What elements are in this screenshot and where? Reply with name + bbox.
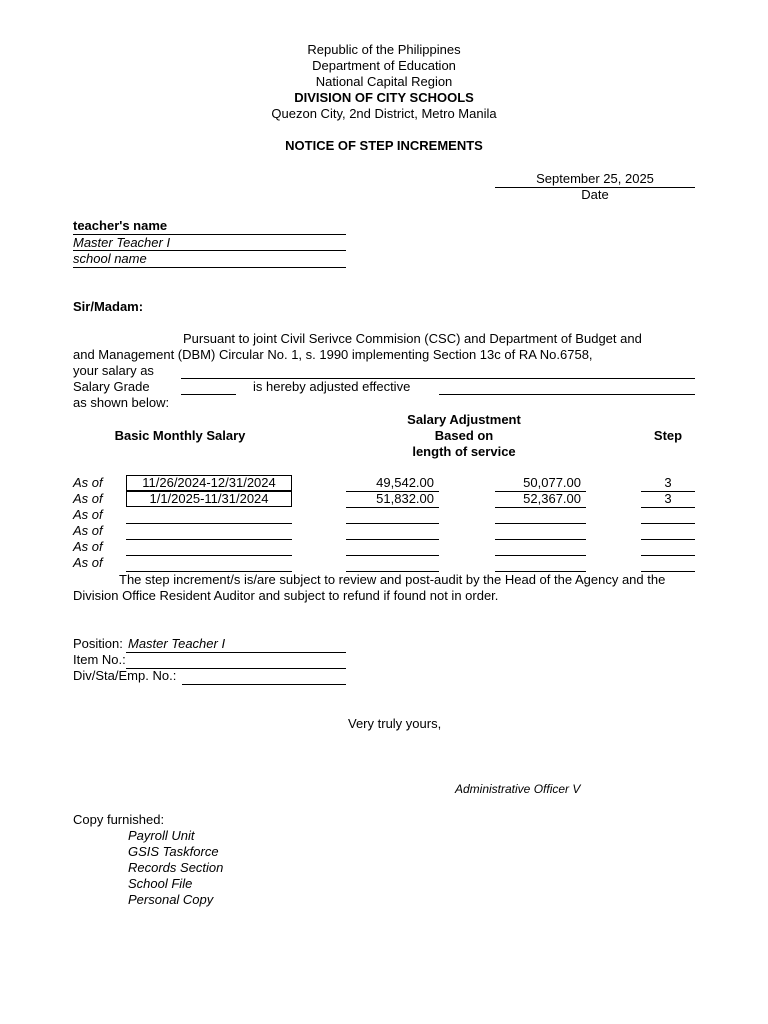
shown-below-label: as shown below: xyxy=(73,395,170,410)
addressee-school: school name xyxy=(73,251,147,266)
position-line xyxy=(126,652,346,653)
col-basic-salary: Basic Monthly Salary xyxy=(114,428,246,443)
body-para-line2: and Management (DBM) Circular No. 1, s. 1990 implementing Section 13c of RA No.6758, xyxy=(73,347,593,362)
salary-grade-label: Salary Grade xyxy=(73,379,150,394)
row-label: As of xyxy=(73,491,103,506)
empty-row-label: As of xyxy=(73,539,103,554)
row-step-underline xyxy=(641,507,695,508)
row-period: 1/1/2025-11/31/2024 xyxy=(126,491,292,507)
row-step: 3 xyxy=(664,475,672,490)
col-step: Step xyxy=(653,428,683,443)
col-length-of-service: length of service xyxy=(412,444,516,459)
salary-as-label: your salary as xyxy=(73,363,154,378)
empty-step-line xyxy=(641,539,695,540)
empty-row-label: As of xyxy=(73,555,103,570)
copy-furnished-label: Copy furnished: xyxy=(73,812,165,827)
row-adjusted-underline xyxy=(495,507,586,508)
salary-grade-line xyxy=(181,394,236,395)
row-basic-salary: 51,832.00 xyxy=(376,491,434,506)
row-basic-salary: 49,542.00 xyxy=(376,475,434,490)
header-division: DIVISION OF CITY SCHOOLS xyxy=(294,90,474,105)
row-step: 3 xyxy=(664,491,672,506)
empty-period-line xyxy=(126,539,292,540)
empty-step-line xyxy=(641,523,695,524)
body-para-line1: Pursuant to joint Civil Serivce Commision (CSC) and Department of Budget and xyxy=(183,331,642,346)
empty-basic-line xyxy=(346,523,439,524)
copy-item: GSIS Taskforce xyxy=(128,844,219,859)
date-label: Date xyxy=(581,187,609,202)
row-adjusted-salary: 52,367.00 xyxy=(523,491,581,506)
header-region: National Capital Region xyxy=(315,74,453,89)
empty-basic-line xyxy=(346,555,439,556)
effective-date-line xyxy=(439,394,695,395)
document-title: NOTICE OF STEP INCREMENTS xyxy=(285,138,483,153)
div-sta-emp-line xyxy=(182,684,346,685)
div-sta-emp-label: Div/Sta/Emp. No.: xyxy=(73,668,177,683)
position-value: Master Teacher I xyxy=(128,636,226,651)
closing: Very truly yours, xyxy=(348,716,442,731)
header-department: Department of Education xyxy=(312,58,456,73)
item-no-label: Item No.: xyxy=(73,652,126,667)
copy-item: Records Section xyxy=(128,860,224,875)
addressee-name: teacher's name xyxy=(73,218,168,233)
row-basic-underline xyxy=(346,507,439,508)
empty-period-line xyxy=(126,555,292,556)
row-adjusted-salary: 50,077.00 xyxy=(523,475,581,490)
header-address: Quezon City, 2nd District, Metro Manila xyxy=(271,106,497,121)
col-salary-adjustment: Salary Adjustment xyxy=(407,412,521,427)
empty-basic-line xyxy=(346,539,439,540)
adjusted-effective-label: is hereby adjusted effective xyxy=(253,379,411,394)
empty-period-line xyxy=(126,523,292,524)
review-line2: Division Office Resident Auditor and subject to refund if found not in order. xyxy=(73,588,499,603)
date-value: September 25, 2025 xyxy=(536,171,654,186)
empty-adjusted-line xyxy=(495,523,586,524)
review-line1: The step increment/s is/are subject to review and post-audit by the Head of the Agency and the xyxy=(119,572,666,587)
copy-item: Personal Copy xyxy=(128,892,214,907)
col-based-on: Based on xyxy=(434,428,494,443)
header-republic: Republic of the Philippines xyxy=(307,42,461,57)
empty-row-label: As of xyxy=(73,507,103,522)
row-label: As of xyxy=(73,475,103,490)
salutation: Sir/Madam: xyxy=(73,299,144,314)
empty-step-line xyxy=(641,555,695,556)
addressee-position: Master Teacher I xyxy=(73,235,171,250)
position-label: Position: xyxy=(73,636,123,651)
signatory-title: Administrative Officer V xyxy=(455,782,581,796)
copy-item: School File xyxy=(128,876,193,891)
addressee-school-line xyxy=(73,267,346,268)
empty-adjusted-line xyxy=(495,539,586,540)
row-period: 11/26/2024-12/31/2024 xyxy=(126,475,292,491)
copy-item: Payroll Unit xyxy=(128,828,195,843)
empty-adjusted-line xyxy=(495,555,586,556)
empty-row-label: As of xyxy=(73,523,103,538)
